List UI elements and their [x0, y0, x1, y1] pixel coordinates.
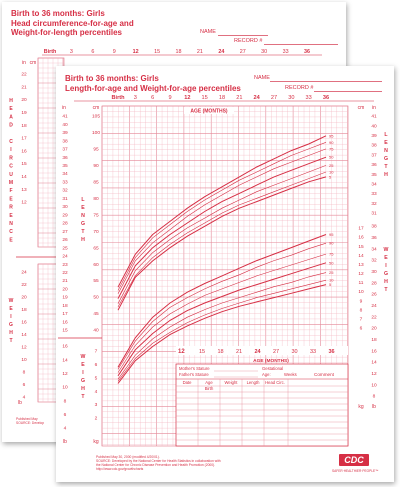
front-left-in-number: 34: [62, 172, 68, 178]
front-right-kg-number: 9: [359, 299, 363, 305]
front-vertical-length-left: T: [81, 229, 85, 235]
front-left-in-number: 25: [62, 246, 68, 252]
front-unit-cm-right: cm: [357, 105, 365, 111]
bottom-age-tick: 33: [309, 349, 317, 355]
front-left-lb-number: 14: [62, 358, 68, 364]
back-left-bottom-number: 10: [21, 358, 27, 364]
front-left-in-number: 24: [62, 254, 68, 260]
back-left-bottom-number: 16: [21, 320, 27, 326]
front-vertical-weight-right: G: [383, 271, 389, 277]
back-title-line-2: Head circumference-for-age and: [11, 18, 134, 28]
front-left-in-number: 17: [62, 312, 68, 318]
front-left-in-number: 35: [62, 163, 68, 169]
front-right-in-number: 39: [371, 134, 377, 139]
front-footnote-line-3: the National Center for Chronic Disease Prevention and Health Promotion (2000).: [96, 463, 216, 467]
front-left-in-number: 40: [62, 122, 68, 128]
back-vertical-head-label: E: [9, 212, 13, 219]
front-age-tick: 18: [218, 95, 226, 101]
front-left-in-number: 27: [62, 229, 68, 235]
front-right-lb-number: 32: [371, 258, 377, 264]
front-left-cm-number: 95: [93, 147, 99, 153]
back-age-tick: 21: [196, 49, 203, 55]
front-left-in-number: 28: [62, 221, 68, 227]
front-vertical-weight-left: W: [80, 354, 86, 360]
gestational-age-label: Age:: [262, 372, 271, 377]
back-unit-cm: cm: [29, 60, 37, 66]
back-vertical-head-label: H: [9, 98, 13, 104]
front-left-cm-number: 85: [93, 180, 99, 186]
front-vertical-length-right: N: [384, 148, 388, 154]
front-right-in-number: 35: [371, 172, 377, 178]
front-title-line-2: Length-for-age and Weight-for-age percentiles: [65, 83, 241, 93]
back-left-top-number: 13: [21, 187, 27, 193]
back-vertical-head-label: C: [9, 163, 13, 170]
back-age-tick: 24: [218, 49, 225, 55]
front-left-in-number: 36: [62, 155, 68, 161]
back-age-tick: Birth: [43, 49, 57, 55]
front-left-kg-number: 2: [94, 416, 98, 422]
front-chart-grid: [56, 66, 394, 482]
back-left-top-number: 16: [21, 149, 27, 155]
table-column-header: Date: [182, 380, 192, 385]
back-left-bottom-number: 14: [21, 333, 27, 339]
front-right-lb-number: 12: [371, 371, 377, 377]
length-percentile-label: 90: [329, 139, 334, 145]
table-column-header: Age: [205, 380, 213, 385]
front-age-tick: 33: [305, 95, 312, 101]
front-left-in-number: 19: [62, 295, 68, 301]
back-left-bottom-number: 8: [22, 370, 26, 376]
back-left-top-number: 18: [21, 123, 27, 129]
weight-percentile-label: 5: [329, 282, 332, 288]
front-right-in-number: 40: [371, 124, 377, 130]
back-left-bottom-number: 6: [22, 383, 26, 389]
front-right-lb-number: 30: [371, 269, 377, 275]
front-vertical-weight-left: T: [81, 394, 85, 400]
weight-percentile-label: 90: [329, 240, 334, 246]
back-name-label: NAME: [200, 29, 216, 35]
back-vertical-weight-label: E: [9, 306, 13, 312]
bottom-age-tick-first: 12: [178, 349, 185, 355]
front-left-in-number: 39: [62, 131, 68, 137]
front-right-in-number: 41: [371, 114, 377, 120]
front-left-cm-number: 50: [93, 295, 99, 301]
table-column-header: Weight: [224, 380, 238, 385]
front-age-tick: 6: [151, 95, 155, 101]
front-name-label: NAME: [254, 75, 270, 81]
front-age-axis-label: AGE (MONTHS): [190, 108, 228, 115]
back-left-top-number: 22: [21, 72, 27, 78]
back-vertical-head-label: R: [9, 204, 13, 211]
front-left-in-number: 20: [62, 287, 68, 293]
length-percentile-label: 10: [329, 169, 334, 175]
front-unit-lb-right: lb: [372, 404, 376, 410]
bottom-age-tick: 18: [217, 349, 224, 355]
front-left-cm-number: 80: [93, 196, 99, 202]
front-right-kg-number: 16: [358, 235, 364, 241]
back-vertical-head-label: R: [9, 155, 13, 162]
front-left-lb-number: 4: [63, 426, 67, 432]
back-vertical-head-label: C: [9, 139, 13, 145]
front-right-kg-number: 13: [358, 262, 364, 268]
front-unit-kg-right: kg: [358, 404, 364, 410]
back-record-label: RECORD #: [234, 38, 263, 44]
front-vertical-weight-left: H: [81, 386, 85, 392]
front-left-kg-number: 6: [94, 363, 98, 368]
bottom-age-axis-label: AGE (MONTHS): [253, 359, 289, 364]
front-right-kg-number: 14: [358, 253, 364, 259]
front-left-kg-number: 4: [94, 389, 98, 395]
front-left-in-number: 29: [62, 213, 68, 219]
front-vertical-length-right: H: [384, 172, 388, 178]
back-footnote-line-1: Published May: [16, 417, 38, 421]
back-left-top-number: 12: [21, 200, 27, 206]
front-right-kg-number: 8: [359, 308, 363, 314]
front-left-in-number: 33: [62, 180, 68, 186]
front-footnote-line-2: SOURCE: Developed by the National Center for Health Statistics in collaboration with: [96, 459, 221, 463]
mothers-stature-label: Mother's Stature: [179, 366, 210, 371]
back-left-top-number: 14: [21, 175, 27, 180]
front-left-cm-number: 75: [93, 213, 99, 219]
back-left-bottom-number: 20: [21, 295, 27, 301]
front-left-kg-number: 5: [94, 376, 98, 382]
front-left-lb-number: 10: [62, 385, 68, 391]
table-birth-row-label: Birth: [204, 386, 214, 391]
bottom-age-tick: 30: [291, 349, 298, 355]
back-age-tick: 30: [261, 49, 268, 55]
back-left-top-number: 15: [21, 162, 27, 168]
back-vertical-head-label: C: [9, 229, 13, 236]
front-right-in-number: 33: [371, 192, 377, 198]
front-left-cm-number: 45: [93, 312, 99, 318]
front-vertical-weight-right: I: [385, 263, 387, 269]
length-percentile-label: 25: [329, 162, 334, 168]
front-right-in-number: 38: [371, 143, 377, 149]
front-vertical-length-left: G: [80, 221, 86, 227]
front-left-in-number: 21: [62, 279, 68, 285]
front-right-kg-number: 10: [358, 290, 364, 296]
front-right-in-number: 37: [371, 153, 377, 159]
front-right-lb-number: 36: [371, 235, 377, 241]
front-right-lb-number: 8: [372, 394, 376, 400]
cdc-logo-tagline: SAFER·HEALTHIER·PEOPLE™: [332, 469, 379, 473]
front-left-kg-number: 7: [94, 349, 98, 355]
back-vertical-weight-label: T: [9, 338, 13, 344]
front-unit-lb-left: lb: [63, 439, 67, 445]
front-vertical-length-right: E: [384, 140, 388, 146]
front-vertical-length-left: N: [81, 213, 85, 219]
back-age-tick: 33: [282, 49, 289, 55]
front-vertical-length-left: E: [81, 205, 85, 211]
back-vertical-head-label: N: [9, 221, 13, 227]
front-right-lb-number: 16: [371, 349, 377, 355]
front-vertical-length-left: H: [81, 237, 85, 243]
front-age-tick: 3: [133, 95, 137, 101]
front-left-in-number: 18: [62, 303, 68, 309]
comment-header: Comment: [314, 372, 334, 377]
back-vertical-weight-label: H: [9, 330, 13, 336]
front-right-in-number: 36: [371, 163, 377, 169]
back-left-top-number: 20: [21, 98, 27, 104]
front-age-tick: Birth: [111, 95, 125, 101]
cdc-logo-mark: CDC: [339, 454, 369, 466]
back-vertical-weight-label: I: [10, 314, 12, 320]
front-vertical-length-right: G: [383, 156, 389, 162]
back-age-tick: 6: [91, 49, 95, 55]
front-right-kg-number: 15: [358, 244, 364, 250]
back-age-tick: 3: [69, 49, 73, 55]
front-left-in-number: 32: [62, 188, 68, 194]
front-left-cm-number: 65: [93, 246, 99, 252]
front-chart-sheet: [56, 66, 394, 482]
front-left-lb-number: 16: [62, 344, 68, 350]
front-vertical-length-left: L: [81, 197, 85, 203]
front-left-in-number: 30: [62, 205, 68, 211]
weight-percentile-label: 50: [329, 260, 334, 266]
front-right-lb-number: 18: [371, 337, 377, 343]
back-vertical-head-label: E: [9, 237, 13, 244]
front-footnote-line-1: Published May 30, 2000 (modified 4/20/01).: [96, 455, 160, 459]
front-left-in-number: 31: [62, 196, 68, 202]
weight-percentile-label: 25: [329, 270, 334, 276]
front-age-tick: 21: [236, 95, 243, 101]
front-age-tick: 15: [201, 95, 208, 101]
back-age-tick: 15: [154, 49, 161, 55]
front-unit-in-right: in: [372, 105, 376, 111]
back-age-tick: 18: [175, 49, 182, 55]
back-title-line-1: Birth to 36 months: Girls: [11, 9, 105, 18]
front-right-lb-number: 20: [371, 326, 377, 332]
back-unit-lb: lb: [18, 400, 22, 406]
back-age-tick: 27: [239, 49, 246, 55]
length-percentile-label: 75: [329, 146, 334, 152]
bottom-age-tick: 15: [198, 349, 206, 355]
front-right-lb-number: 26: [371, 292, 377, 298]
front-left-cm-number: 105: [91, 114, 101, 120]
bottom-age-tick: 24: [254, 349, 261, 355]
fathers-stature-label: Father's Stature: [179, 372, 209, 377]
back-vertical-head-label: F: [9, 188, 13, 195]
front-right-lb-number: 22: [371, 315, 377, 321]
front-age-tick: 36: [322, 95, 330, 101]
front-left-cm-number: 100: [91, 131, 101, 137]
back-vertical-head-label: U: [9, 171, 13, 178]
front-age-tick: 27: [270, 95, 278, 101]
front-left-kg-number: 3: [94, 403, 98, 409]
front-vertical-weight-right: E: [384, 255, 388, 261]
back-left-bottom-number: 18: [21, 308, 27, 314]
table-column-header: Length: [246, 380, 260, 385]
front-left-cm-number: 40: [93, 328, 99, 334]
back-vertical-head-label: D: [9, 122, 13, 129]
weight-percentile-label: 95: [329, 232, 334, 238]
back-unit-in: in: [22, 60, 26, 66]
front-vertical-length-right: L: [384, 132, 388, 138]
weight-percentile-label: 10: [329, 277, 334, 283]
back-left-top-number: 19: [21, 111, 27, 116]
front-right-kg-number: 7: [359, 317, 363, 323]
front-right-lb-number: 34: [371, 247, 377, 253]
front-age-tick: 30: [288, 95, 295, 101]
front-right-lb-number: 24: [371, 303, 377, 309]
front-right-lb-number: 10: [371, 383, 377, 389]
front-left-in-number: 22: [62, 270, 68, 276]
back-vertical-head-label: E: [9, 196, 13, 203]
front-title-line-1: Birth to 36 months: Girls: [65, 74, 159, 83]
front-record-label: RECORD #: [285, 85, 314, 91]
front-age-tick: 24: [253, 95, 260, 101]
front-unit-in-left: in: [62, 105, 66, 111]
back-age-tick: 12: [132, 49, 139, 55]
front-left-in-number: 23: [62, 262, 68, 268]
front-vertical-weight-right: W: [383, 247, 389, 253]
front-left-in-number: 41: [62, 114, 68, 120]
front-footnote: [96, 455, 221, 471]
front-left-cm-number: 60: [93, 262, 99, 268]
front-left-cm-number: 70: [93, 229, 99, 235]
front-left-in-number: 38: [62, 139, 68, 145]
front-unit-kg-left: kg: [93, 439, 99, 445]
front-unit-cm-left: cm: [92, 105, 100, 111]
table-column-header: Head Circ.: [265, 380, 285, 385]
front-left-lb-number: 6: [63, 412, 67, 418]
bottom-age-tick: 21: [235, 349, 243, 355]
back-vertical-head-label: E: [9, 106, 13, 113]
back-footnote: [16, 417, 44, 425]
front-left-lb-number: 8: [63, 399, 67, 405]
front-left-in-number: 37: [62, 147, 68, 153]
front-left-cm-number: 90: [93, 163, 99, 169]
length-percentile-label: 95: [329, 133, 334, 139]
back-title-line-3: Weight-for-length percentiles: [11, 28, 122, 37]
back-left-top-number: 21: [21, 85, 27, 91]
cdc-logo: [332, 450, 379, 473]
bottom-age-tick: 27: [272, 349, 280, 355]
back-vertical-head-label: M: [8, 180, 14, 186]
back-left-top-number: 17: [21, 136, 27, 142]
front-left-lb-number: 12: [62, 371, 68, 377]
front-vertical-weight-left: E: [81, 362, 85, 368]
front-vertical-weight-right: T: [384, 287, 388, 293]
front-footnote-line-4: http://www.cdc.gov/growthcharts: [96, 467, 144, 471]
front-age-tick: 9: [168, 95, 172, 101]
back-left-bottom-number: 22: [21, 283, 27, 289]
front-right-in-number: 31: [371, 211, 377, 217]
front-right-kg-number: 11: [358, 281, 364, 287]
back-vertical-weight-label: W: [8, 298, 14, 304]
front-vertical-weight-left: I: [82, 370, 84, 376]
front-left-in-number: 26: [62, 238, 68, 244]
back-left-bottom-number: 4: [22, 395, 26, 401]
front-age-tick: 12: [184, 95, 191, 101]
back-age-tick: 9: [112, 49, 116, 55]
front-right-kg-number: 6: [359, 326, 363, 332]
back-vertical-head-label: A: [9, 114, 13, 121]
back-left-bottom-number: 12: [21, 345, 27, 351]
back-vertical-weight-label: G: [9, 322, 13, 328]
front-right-kg-number: 12: [358, 272, 364, 278]
front-left-in-number: 15: [62, 328, 68, 334]
front-left-cm-number: 55: [93, 279, 99, 285]
front-right-lb-number: 14: [371, 360, 377, 366]
front-right-in-number: 34: [371, 182, 377, 188]
front-vertical-weight-left: G: [80, 378, 86, 384]
back-footnote-line-2: SOURCE: Develop: [16, 421, 45, 425]
back-left-bottom-number: 24: [21, 270, 27, 276]
front-vertical-length-right: T: [384, 164, 388, 170]
front-vertical-weight-right: H: [384, 279, 388, 285]
back-vertical-head-label: I: [10, 147, 12, 154]
front-right-kg-number: 17: [358, 226, 364, 232]
length-percentile-label: 5: [329, 174, 332, 180]
gestational-label: Gestational: [262, 366, 284, 371]
length-percentile-label: 50: [329, 154, 334, 160]
weight-percentile-label: 75: [329, 251, 334, 257]
front-right-in-number: 32: [371, 201, 377, 207]
front-right-lb-number: 38: [371, 224, 377, 230]
front-right-lb-number: 28: [371, 281, 377, 287]
front-left-in-number: 16: [62, 320, 68, 326]
back-age-tick: 36: [304, 49, 310, 55]
weeks-label: Weeks: [284, 372, 297, 377]
bottom-age-tick: 36: [328, 349, 335, 355]
